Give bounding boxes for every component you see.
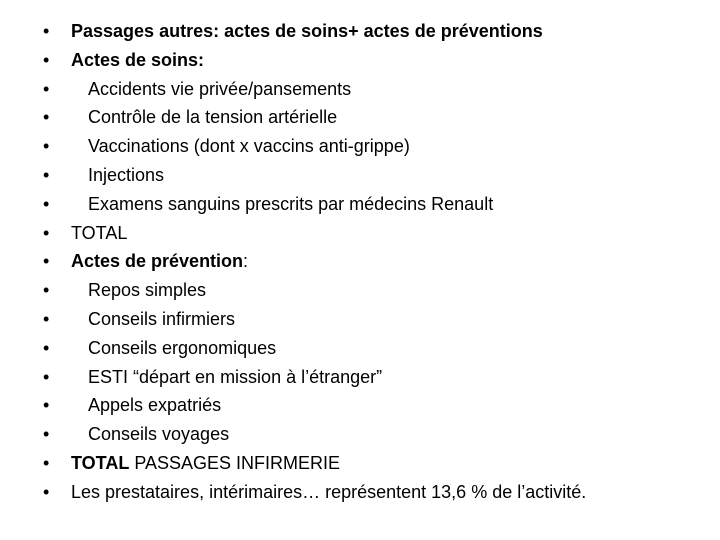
list-item (0, 247, 720, 276)
list-item-label: PASSAGES INFIRMERIE (129, 452, 341, 473)
list-item (0, 420, 720, 449)
list-item-text (71, 247, 248, 276)
bullet-icon: • (43, 337, 50, 358)
list-item (0, 478, 720, 507)
list-item-text (71, 219, 127, 248)
list-item-text (88, 161, 164, 190)
list-item-text (71, 478, 586, 507)
bullet-icon: • (43, 136, 50, 157)
list-item-label: Passages autres: actes de soins+ actes de préventions (71, 21, 543, 41)
list-item-text (88, 391, 221, 420)
list-item-text (88, 420, 229, 449)
list-item (0, 449, 720, 478)
list-item-label: ESTI “départ en mission à l’étranger” (88, 366, 383, 387)
list-item (0, 17, 720, 46)
bullet-icon: • (43, 49, 50, 70)
list-item-text (71, 449, 340, 478)
list-item-text (88, 334, 276, 363)
list-item-bold-prefix: Actes de prévention (71, 251, 244, 272)
bullet-icon: • (43, 21, 50, 41)
list-item (0, 363, 720, 392)
bullet-icon: • (43, 222, 50, 243)
list-item (0, 334, 720, 363)
list-item-text (88, 363, 382, 392)
bullet-icon: • (43, 366, 50, 387)
list-item-bold-prefix: TOTAL (71, 452, 130, 473)
bullet-icon: • (43, 78, 50, 99)
list-item-label: Examens sanguins prescrits par médecins Renault (88, 193, 494, 214)
list-item-label: Appels expatriés (88, 395, 222, 416)
list-item (0, 75, 720, 104)
list-item-label: Actes de soins: (71, 49, 205, 70)
list-item-label: Conseils ergonomiques (88, 337, 277, 358)
bullet-icon: • (43, 481, 50, 502)
list-item (0, 276, 720, 305)
bullet-icon: • (43, 395, 50, 416)
bullet-icon: • (43, 251, 50, 272)
bullet-icon: • (43, 164, 50, 185)
bullet-icon: • (43, 280, 50, 301)
list-item-label: : (243, 251, 249, 272)
list-item-label: Injections (88, 164, 165, 185)
list-item (0, 132, 720, 161)
list-item-text (88, 75, 351, 104)
list-item (0, 161, 720, 190)
list-item (0, 219, 720, 248)
list-item-text (71, 17, 543, 46)
bullet-icon: • (43, 452, 50, 473)
list-item-label: Les prestataires, intérimaires… représentent 13,6 % de l’activité. (71, 481, 587, 502)
list-item-label: Conseils infirmiers (88, 308, 236, 329)
list-item-label: Conseils voyages (88, 424, 230, 445)
list-item (0, 305, 720, 334)
bullet-icon: • (43, 193, 50, 214)
list-item-label: Repos simples (88, 280, 207, 301)
list-item-text (71, 46, 204, 75)
list-item-text (88, 190, 493, 219)
bullet-list (0, 17, 720, 507)
list-item (0, 46, 720, 75)
list-item (0, 391, 720, 420)
slide-content (0, 17, 720, 507)
bullet-icon: • (43, 424, 50, 445)
list-item-label: Vaccinations (dont x vaccins anti-grippe) (88, 136, 410, 157)
bullet-icon: • (43, 107, 50, 128)
list-item-text (88, 305, 235, 334)
list-item-label: Contrôle de la tension artérielle (88, 107, 338, 128)
list-item-text (88, 103, 337, 132)
list-item-label: Accidents vie privée/pansements (88, 78, 352, 99)
list-item-label: TOTAL (71, 222, 128, 243)
bullet-icon: • (43, 308, 50, 329)
list-item (0, 190, 720, 219)
list-item (0, 103, 720, 132)
list-item-text (88, 132, 410, 161)
list-item-text (88, 276, 206, 305)
